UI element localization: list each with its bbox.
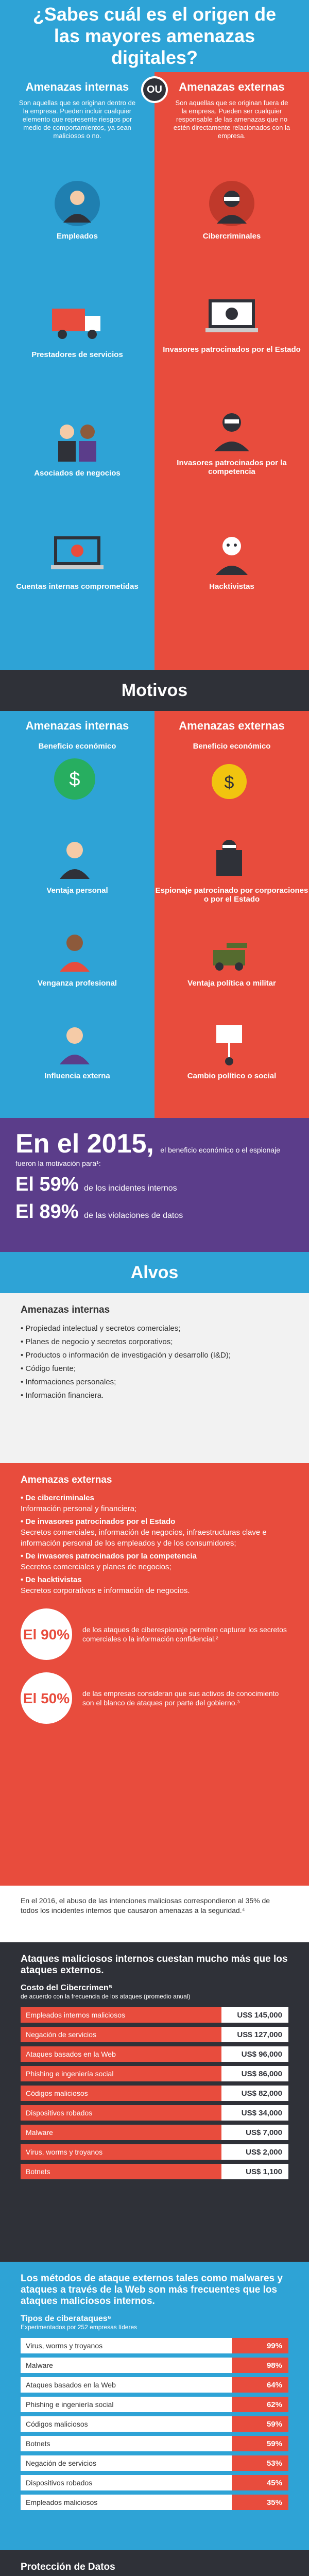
or-badge: OU (141, 76, 168, 103)
list-item: • Informaciones personales; (21, 1378, 116, 1386)
row-value: US$ 86,000 (221, 2066, 288, 2081)
row-value: 99% (232, 2338, 288, 2353)
attack-costs-heading: Ataques maliciosos internos cuestan mucho más que los ataques externos. (21, 1954, 288, 1976)
row-value: US$ 127,000 (221, 2027, 288, 2042)
external-influence-icon (52, 1020, 103, 1072)
data-protection-heading: Protección de Datos (21, 2562, 115, 2572)
stat-circle: El 50% (21, 1672, 72, 1724)
internal-threats-column (0, 72, 154, 670)
external-targets-heading: Amenazas externas (21, 1475, 112, 1485)
table-row (21, 2397, 288, 2412)
stat-government (21, 1672, 288, 1724)
list-item (21, 1516, 288, 1549)
hacktivist-icon (201, 526, 263, 582)
row-value: US$ 2,000 (221, 2144, 288, 2160)
list-item: • Planes de negocio y secretos corporativos; (21, 1337, 173, 1346)
threat-label: Invasores patrocinados por el Estado (163, 345, 301, 354)
row-label: Botnets (21, 2436, 232, 2451)
table-row (21, 2007, 288, 2023)
table-row (21, 2046, 288, 2062)
row-label: Malware (21, 2125, 221, 2140)
motives-section (0, 711, 309, 1118)
row-label: Phishing e ingeniería social (21, 2066, 221, 2081)
attack-costs-subheading: Costo del Cibercrimen⁵ (21, 1984, 113, 1992)
compromised-account-icon (46, 526, 108, 582)
external-threats-intro: Son aquellas que se originan fuera de la empresa. Pueden ser cualquier responsable de las amenazas que no estén directamente relacionados con la empresa. (173, 99, 290, 140)
targets-heading: Alvos (130, 1262, 179, 1282)
row-label: Empleados maliciosos (21, 2495, 232, 2510)
row-value: 62% (232, 2397, 288, 2412)
personal-advantage-icon (52, 835, 103, 886)
internal-threats-intro: Son aquellas que se originan dentro de la empresa. Pueden incluir cualquier elemento que represente riesgos por medio de comportamientos, ya sean maliciosos o no. (19, 99, 136, 140)
stat-value: El 89% (15, 1201, 79, 1223)
cybercriminal-icon (201, 175, 263, 232)
row-label: Botnets (21, 2164, 221, 2179)
insider-note: En el 2016, el abuso de las intenciones maliciosas correspondieron al 35% de todos los incidentes internos que causaron amenazas a la seguridad.⁴ (0, 1886, 309, 1942)
threat-item (154, 402, 309, 479)
row-value: 53% (232, 2455, 288, 2471)
stat-insiders (15, 1174, 294, 1196)
svg-text:$: $ (224, 773, 234, 792)
threat-label: Asociados de negocios (34, 469, 121, 478)
threat-item (154, 526, 309, 603)
row-value: 59% (232, 2416, 288, 2432)
row-label: Phishing e ingeniería social (21, 2397, 232, 2412)
row-value: 98% (232, 2358, 288, 2373)
motive-label: Espionaje patrocinado por corporaciones o por el Estado (155, 886, 308, 904)
motive-item (154, 742, 309, 824)
row-value: 64% (232, 2377, 288, 2393)
threat-label: Empleados (56, 232, 98, 241)
internal-targets-heading: Amenazas internas (21, 1304, 110, 1315)
attack-methods-subheading: Tipos de ciberataques⁶ (21, 2314, 112, 2323)
method-table (21, 2338, 288, 2510)
stat-value: El 59% (15, 1174, 79, 1195)
row-label: Ataques basados en la Web (21, 2377, 232, 2393)
table-row (21, 2086, 288, 2101)
row-label: Códigos maliciosos (21, 2416, 232, 2432)
table-row (21, 2066, 288, 2081)
threat-item (0, 175, 154, 252)
row-value: US$ 7,000 (221, 2125, 288, 2140)
motives-heading-bar (0, 670, 309, 711)
row-label: Dispositivos robados (21, 2105, 221, 2121)
data-protection (0, 2550, 309, 2576)
partners-icon (46, 412, 108, 469)
threat-label: Hacktivistas (209, 582, 254, 591)
svg-text:$: $ (69, 769, 80, 790)
list-item-desc: Información personal y financiera; (21, 1504, 137, 1513)
table-row (21, 2125, 288, 2140)
internal-targets (0, 1293, 309, 1463)
motive-label: Ventaja política o militar (187, 979, 276, 988)
threat-label: Prestadores de servicios (31, 350, 123, 359)
cost-table (21, 2007, 288, 2179)
targets-heading-bar (0, 1252, 309, 1293)
motives-heading: Motivos (121, 680, 188, 700)
row-value: US$ 34,000 (221, 2105, 288, 2121)
motive-item (154, 1020, 309, 1103)
table-row (21, 2358, 288, 2373)
motive-item (154, 835, 309, 917)
stat-espionage (21, 1608, 288, 1660)
list-item: • Propiedad intelectual y secretos comerciales; (21, 1324, 181, 1333)
row-label: Negación de servicios (21, 2027, 221, 2042)
list-item (21, 1574, 288, 1596)
threat-item (154, 289, 309, 366)
table-row (21, 2495, 288, 2510)
motive-item (0, 1020, 154, 1103)
table-row (21, 2377, 288, 2393)
employee-icon (46, 175, 108, 232)
table-row (21, 2105, 288, 2121)
state-invader-icon (201, 289, 263, 345)
motive-label: Beneficio económico (38, 742, 116, 751)
threat-label: Cibercriminales (202, 232, 261, 241)
table-row (21, 2164, 288, 2179)
money-bag-icon (206, 756, 258, 807)
list-item-desc: Secretos corporativos e información de negocios. (21, 1586, 190, 1595)
row-label: Ataques basados en la Web (21, 2046, 221, 2062)
list-item (21, 1493, 288, 1514)
list-item: • Productos o información de investigación y desarrollo (I&D); (21, 1351, 231, 1360)
internal-threats-heading: Amenazas internas (25, 80, 129, 93)
motive-label: Venganza profesional (37, 979, 117, 988)
external-targets-list (21, 1493, 288, 1596)
military-icon (206, 927, 258, 979)
row-value: US$ 96,000 (221, 2046, 288, 2062)
motive-item (0, 835, 154, 917)
row-label: Virus, worms y troyanos (21, 2338, 232, 2353)
external-motives-heading: Amenazas externas (179, 719, 285, 732)
table-row (21, 2475, 288, 2490)
row-value: US$ 145,000 (221, 2007, 288, 2023)
list-item-title: • De hacktivistas (21, 1575, 82, 1584)
row-value: 59% (232, 2436, 288, 2451)
stat-text: de las violaciones de datos (84, 1211, 183, 1220)
stat-text: de los ataques de ciberespionaje permiten capturar los secretos comerciales o la información confidencial.² (82, 1625, 287, 1643)
row-label: Dispositivos robados (21, 2475, 232, 2490)
internal-motives-heading: Amenazas internas (25, 719, 129, 732)
threat-item (0, 294, 154, 371)
table-row (21, 2436, 288, 2451)
stats-2015 (0, 1118, 309, 1252)
revenge-icon (52, 927, 103, 979)
motive-label: Cambio político o social (187, 1072, 277, 1080)
stat-text: de los incidentes internos (84, 1184, 177, 1193)
threat-item (0, 412, 154, 489)
list-item-title: • De cibercriminales (21, 1494, 94, 1502)
list-item-title: • De invasores patrocinados por la competencia (21, 1552, 197, 1561)
list-item (21, 1551, 288, 1572)
list-item-title: • De invasores patrocinados por el Estado (21, 1517, 176, 1526)
stats-year-sub: el beneficio económico o el espionaje fueron la motivación para¹: (15, 1146, 281, 1167)
row-label: Malware (21, 2358, 232, 2373)
attack-methods-note: Experimentados por 252 empresas líderes (21, 2324, 138, 2331)
table-row (21, 2027, 288, 2042)
table-row (21, 2338, 288, 2353)
internal-targets-list (21, 1323, 288, 1401)
external-threats-heading: Amenazas externas (179, 80, 285, 93)
internal-motives-column (0, 711, 154, 1118)
threat-label: Invasores patrocinados por la competencia (177, 459, 287, 476)
external-threats-column (154, 72, 309, 670)
header-banner (0, 0, 309, 72)
threat-item (0, 526, 154, 603)
table-row (21, 2416, 288, 2432)
row-label: Virus, worms y troyanos (21, 2144, 221, 2160)
threats-comparison (0, 72, 309, 670)
row-label: Negación de servicios (21, 2455, 232, 2471)
competitor-invader-icon (201, 402, 263, 459)
list-item-desc: Secretos comerciales y planes de negocios; (21, 1563, 171, 1571)
row-label: Códigos maliciosos (21, 2086, 221, 2101)
espionage-icon (206, 835, 258, 886)
threat-item (154, 175, 309, 252)
motive-item (154, 927, 309, 1010)
attack-methods (0, 2262, 309, 2550)
list-item: • Información financiera. (21, 1391, 104, 1400)
external-targets (0, 1463, 309, 1886)
motive-item (0, 742, 154, 824)
table-row (21, 2455, 288, 2471)
motive-label: Beneficio económico (193, 742, 271, 751)
truck-icon (46, 294, 108, 350)
row-value: US$ 82,000 (221, 2086, 288, 2101)
stat-circle: El 90% (21, 1608, 72, 1660)
motive-label: Influencia externa (44, 1072, 110, 1080)
external-motives-column (154, 711, 309, 1118)
list-item-desc: Secretos comerciales, información de negocios, infraestructuras clave e información personal de los empleados y de los consumidores; (21, 1528, 267, 1548)
table-row (21, 2144, 288, 2160)
list-item: • Código fuente; (21, 1364, 76, 1373)
row-value: 45% (232, 2475, 288, 2490)
protest-icon (206, 1020, 258, 1072)
attack-costs (0, 1942, 309, 2262)
row-label: Empleados internos maliciosos (21, 2007, 221, 2023)
motive-label: Ventaja personal (46, 886, 108, 895)
stat-text: de las empresas consideran que sus activos de conocimiento son el blanco de ataques por parte del gobierno.³ (82, 1689, 279, 1707)
stat-breaches (15, 1201, 294, 1223)
row-value: US$ 1,100 (221, 2164, 288, 2179)
stats-year: En el 2015, (15, 1129, 154, 1159)
row-value: 35% (232, 2495, 288, 2510)
attack-costs-note: de acuerdo con la frecuencia de los ataques (promedio anual) (21, 1993, 191, 2000)
page-title: ¿Sabes cuál es el origen de las mayores amenazas digitales? (32, 4, 277, 68)
threat-label: Cuentas internas comprometidas (16, 582, 139, 591)
motive-item (0, 927, 154, 1010)
attack-methods-heading: Los métodos de ataque externos tales como malwares y ataques a través de la Web son más frecuentes que los ataques maliciosos internos. (21, 2273, 283, 2307)
money-icon (52, 756, 103, 807)
